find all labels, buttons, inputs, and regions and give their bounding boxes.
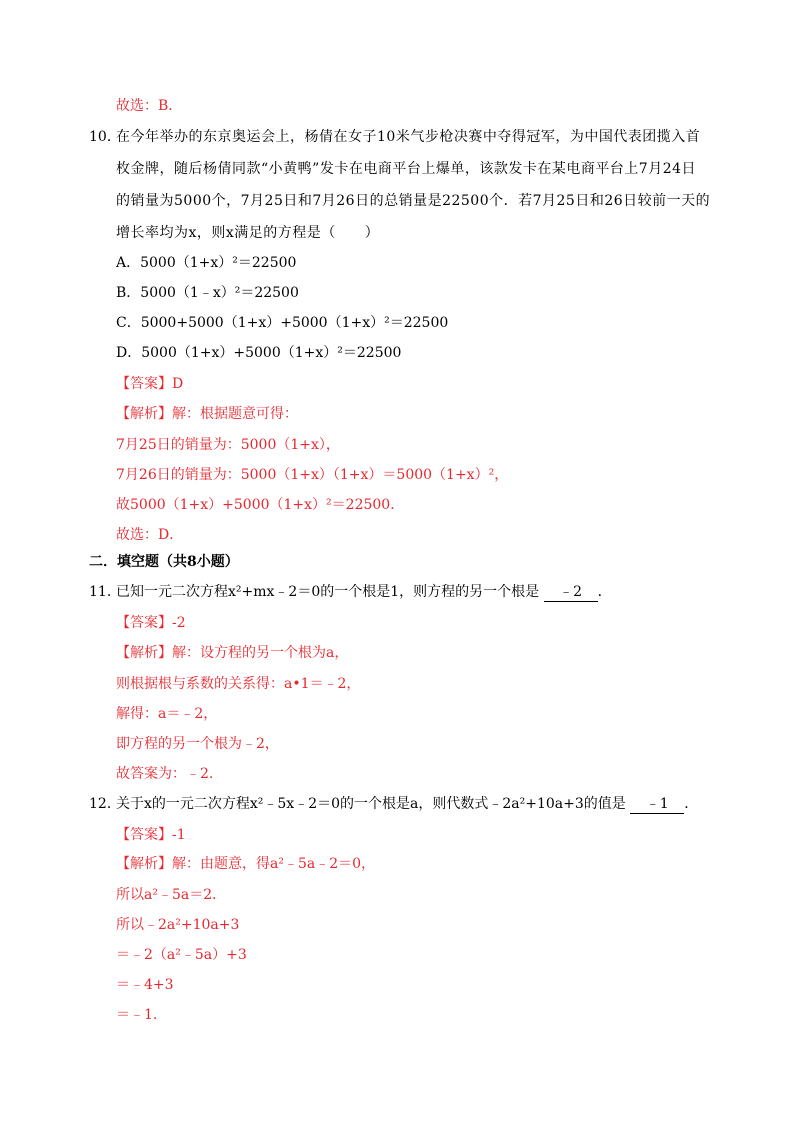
q10-answer-label: 【答案】 xyxy=(116,376,172,392)
q10-option-a: A．5000（1+x）²＝22500 xyxy=(116,255,297,271)
q11-answer-blank xyxy=(544,583,598,602)
q10-answer-value: D xyxy=(172,376,184,392)
q10-analysis-label: 【解析】 xyxy=(116,406,172,422)
q11-answer xyxy=(116,614,186,632)
q9-answer-choice: 故选：B． xyxy=(116,98,183,114)
q11-stem: 已知一元二次方程x²+mx﹣2＝0的一个根是1，则方程的另一个根是 ﹣2 ． xyxy=(116,584,612,600)
q12-answer xyxy=(116,826,186,844)
q11-analysis-line-3: 解得：a＝﹣2， xyxy=(116,706,218,722)
q11-number: 11． xyxy=(89,584,121,600)
section-title-fill-in: 二．填空题（共8小题） xyxy=(89,554,239,570)
q12-analysis-line-6: ＝﹣1. xyxy=(116,1007,158,1023)
q11-analysis-line-5: 故答案为：﹣2. xyxy=(116,766,214,782)
q11-analysis-line-4: 即方程的另一个根为﹣2， xyxy=(116,736,279,752)
q11-blank-value: ﹣2 xyxy=(559,584,583,600)
q11-analysis-text: 解：设方程的另一个根为a， xyxy=(172,645,349,661)
q12-answer-value: -1 xyxy=(172,827,186,843)
q10-stem-line-3: 的销量为5000个，7月25日和7月26日的总销量是22500个．若7月25日和26日较前一天的 xyxy=(116,193,711,209)
q12-answer-label: 【答案】 xyxy=(116,827,172,843)
q10-analysis-text: 解：根据题意可得： xyxy=(172,406,298,422)
q10-analysis-line-5: 故选：D． xyxy=(116,527,184,543)
q12-stem: 关于x的一元二次方程x²﹣5x﹣2＝0的一个根是a，则代数式﹣2a²+10a+3的值是 ﹣1 ． xyxy=(116,796,699,812)
q10-analysis-line-4: 故5000（1+x）+5000（1+x）²＝22500． xyxy=(116,497,405,513)
q12-analysis-line-2: 所以a²﹣5a＝2． xyxy=(116,887,227,903)
q11-analysis-label: 【解析】 xyxy=(116,645,172,661)
q10-stem-line-4: 增长率均为x，则x满足的方程是（ ） xyxy=(116,225,380,241)
q12-number: 12． xyxy=(89,796,121,812)
q12-analysis-line-5: ＝﹣4+3 xyxy=(116,977,174,993)
q10-number: 10． xyxy=(89,129,121,145)
q12-analysis-label: 【解析】 xyxy=(116,856,172,872)
q10-analysis-line-2: 7月25日的销量为：5000（1+x）， xyxy=(116,437,340,453)
q10-option-b: B．5000（1﹣x）²＝22500 xyxy=(116,285,299,301)
q11-analysis-line-1 xyxy=(116,644,348,662)
q11-answer-label: 【答案】 xyxy=(116,615,172,631)
q11-analysis-line-2: 则根据根与系数的关系得：a•1＝﹣2， xyxy=(116,676,361,692)
q10-analysis-line-3: 7月26日的销量为：5000（1+x）（1+x）＝5000（1+x）²， xyxy=(116,467,509,483)
q10-option-c: C．5000+5000（1+x）+5000（1+x）²＝22500 xyxy=(116,315,449,331)
q10-stem-line-2: 枚金牌，随后杨倩同款“小黄鸭”发卡在电商平台上爆单，该款发卡在某电商平台上7月24日 xyxy=(116,161,697,177)
q10-option-d: D．5000（1+x）+5000（1+x）²＝22500 xyxy=(116,345,402,361)
q12-analysis-line-3: 所以﹣2a²+10a+3 xyxy=(116,917,240,933)
q11-answer-value: -2 xyxy=(172,615,186,631)
q12-analysis-line-1 xyxy=(116,855,375,873)
q12-stem-text: 关于x的一元二次方程x²﹣5x﹣2＝0的一个根是a，则代数式﹣2a²+10a+3的值是 xyxy=(116,796,626,812)
q12-analysis-line-4: ＝﹣2（a²﹣5a）+3 xyxy=(116,947,247,963)
q12-blank-value: ﹣1 xyxy=(645,796,669,812)
q10-stem-line-1: 在今年举办的东京奥运会上，杨倩在女子10米气步枪决赛中夺得冠军，为中国代表团揽入首 xyxy=(116,129,701,145)
q10-analysis-line-1 xyxy=(116,405,298,423)
q11-stem-text: 已知一元二次方程x²+mx﹣2＝0的一个根是1，则方程的另一个根是 xyxy=(116,584,540,600)
q10-answer xyxy=(116,375,183,393)
q12-analysis-text: 解：由题意，得a²﹣5a﹣2＝0， xyxy=(172,856,376,872)
q12-answer-blank xyxy=(630,795,684,814)
